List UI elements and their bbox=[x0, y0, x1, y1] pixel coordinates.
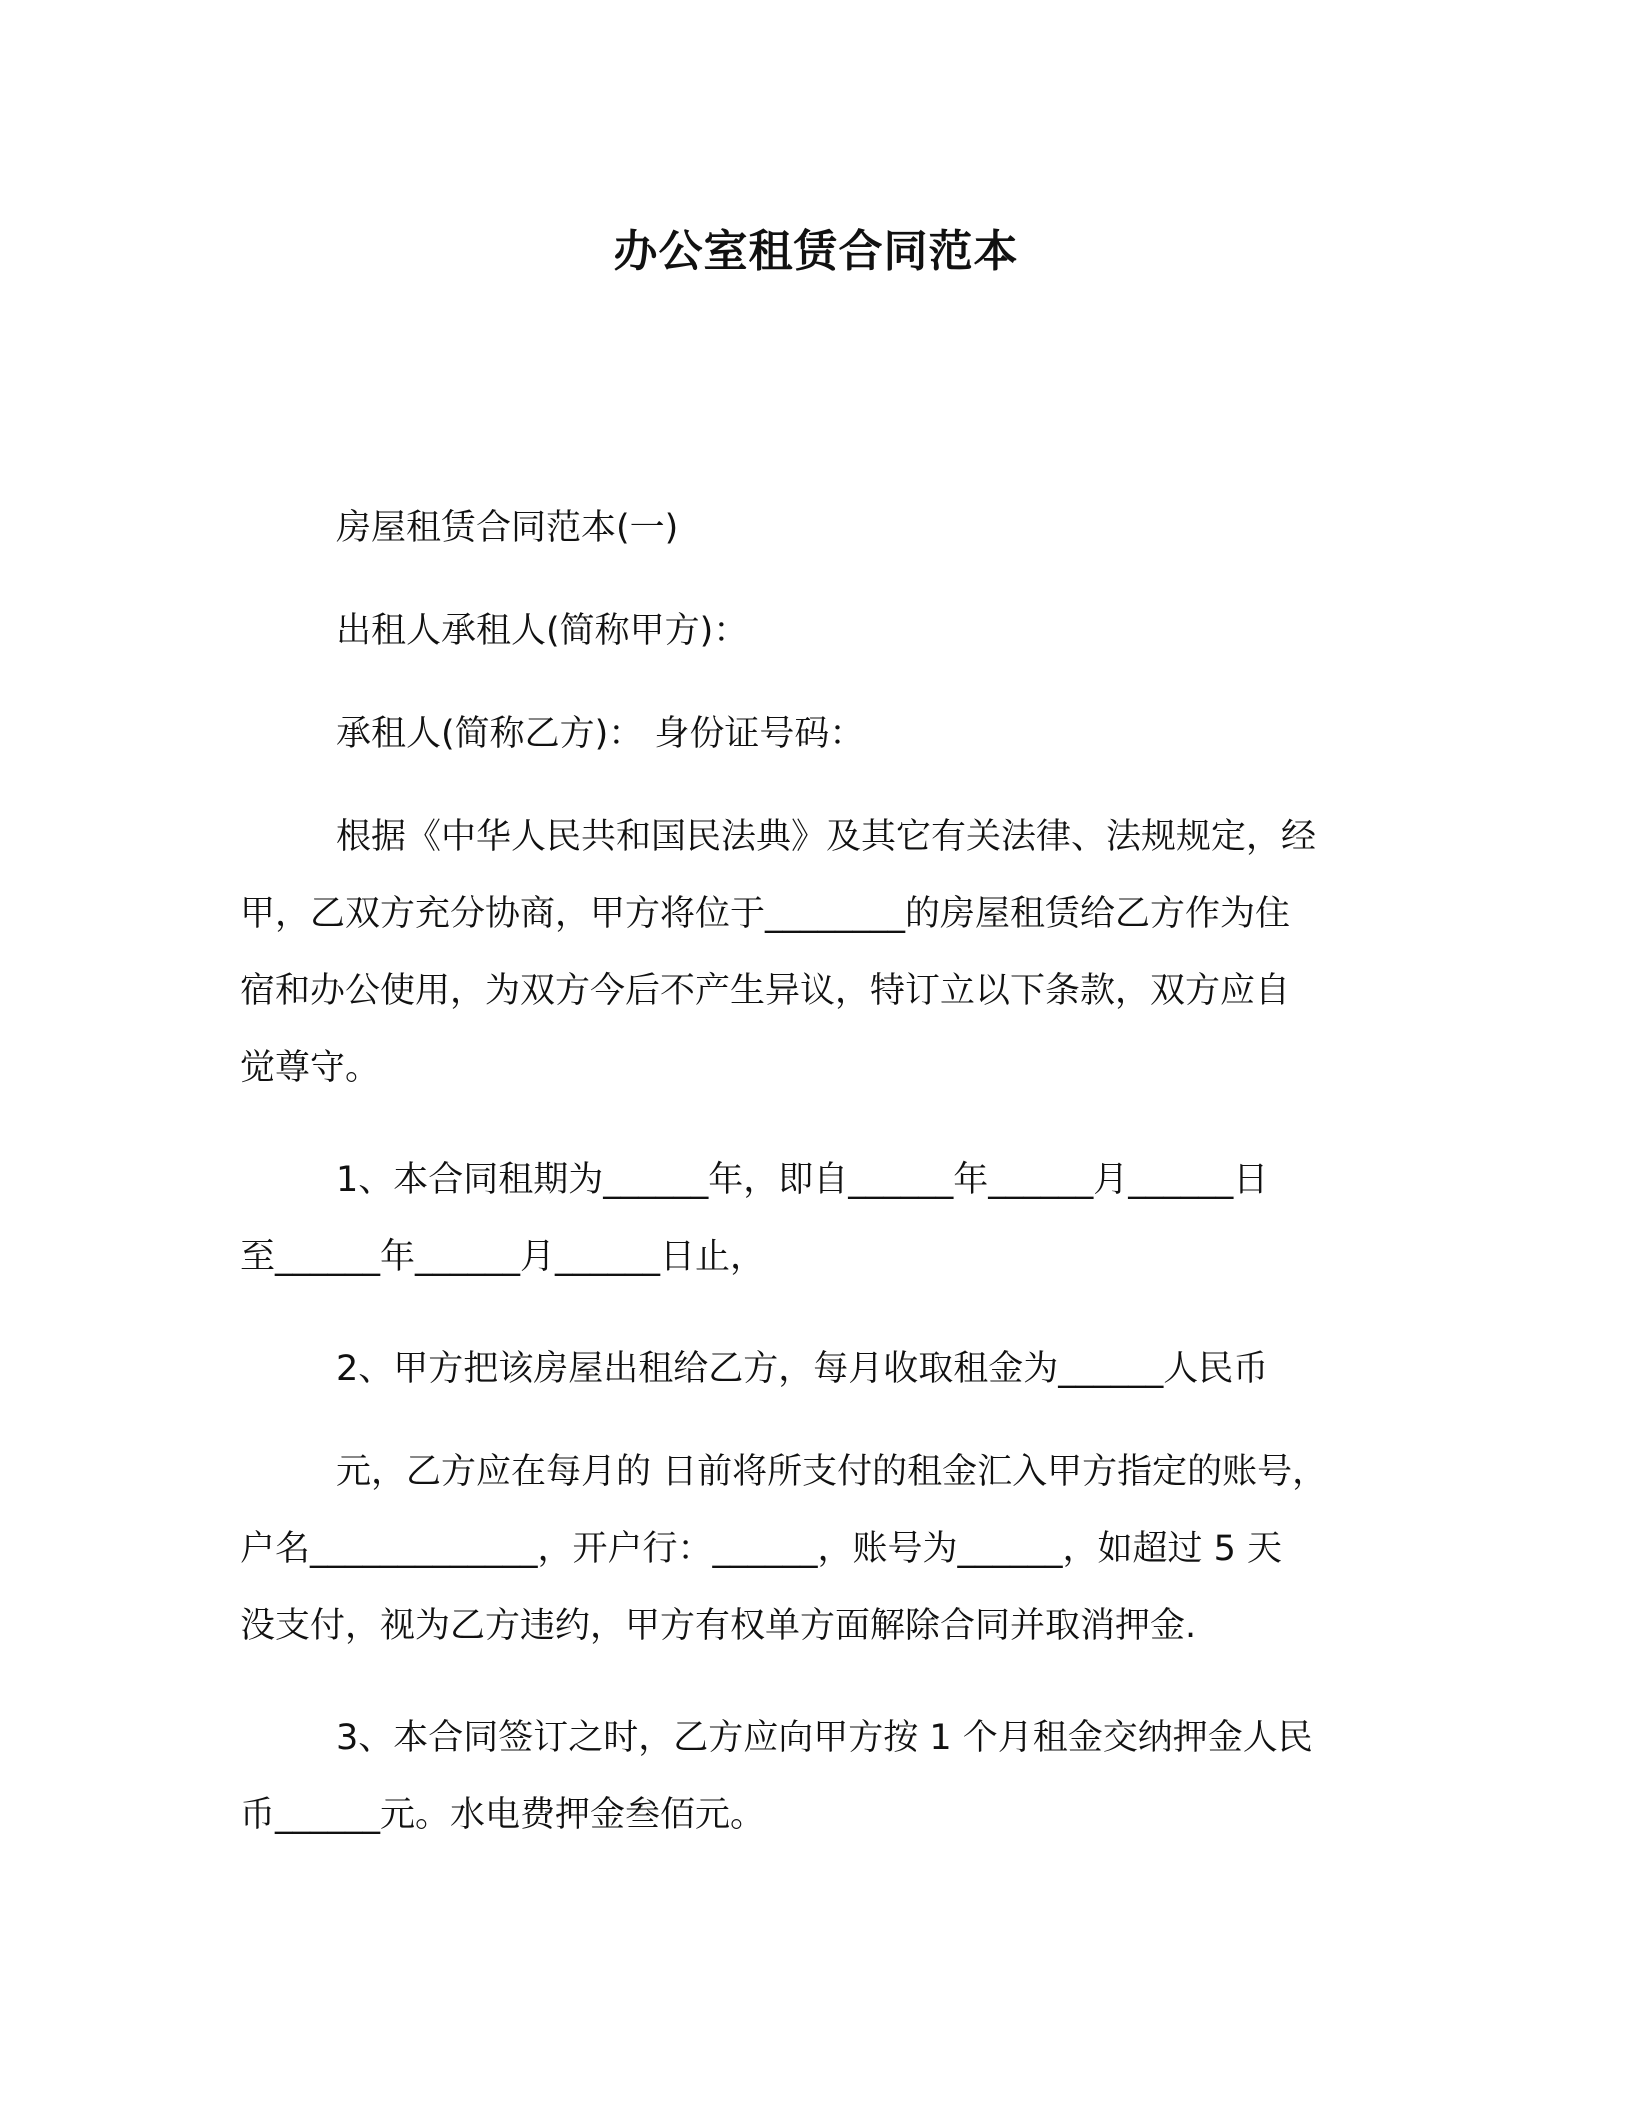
section-heading: 房屋租赁合同范本(一) bbox=[336, 508, 679, 548]
clause-2-line-3: 户名_____________，开户行：______，账号为______，如超过 5 天 bbox=[240, 1529, 1283, 1569]
preamble-line-4: 觉尊守。 bbox=[240, 1048, 381, 1088]
clause-3-line-2: 币______元。水电费押金叁佰元。 bbox=[240, 1795, 766, 1835]
clause-1-line-1: 1、本合同租期为______年，即自______年______月______日 bbox=[336, 1160, 1269, 1200]
document-title: 办公室租赁合同范本 bbox=[613, 226, 1019, 277]
lessor-line: 出租人承租人(简称甲方)： bbox=[336, 611, 749, 651]
preamble-line-2: 甲，乙双方充分协商，甲方将位于________的房屋租赁给乙方作为住 bbox=[240, 894, 1291, 934]
lessee-line: 承租人(简称乙方)： 身份证号码： bbox=[336, 714, 865, 754]
preamble-line-1: 根据《中华人民共和国民法典》及其它有关法律、法规规定，经 bbox=[336, 817, 1317, 857]
preamble-line-3: 宿和办公使用，为双方今后不产生异议，特订立以下条款，双方应自 bbox=[240, 971, 1291, 1011]
document-body bbox=[240, 490, 1370, 1854]
clause-2-line-4: 没支付，视为乙方违约，甲方有权单方面解除合同并取消押金. bbox=[240, 1606, 1197, 1646]
clause-2-line-2: 元，乙方应在每月的 日前将所支付的租金汇入甲方指定的账号， bbox=[336, 1452, 1328, 1492]
clause-2-line-1: 2、甲方把该房屋出租给乙方，每月收取租金为______人民币 bbox=[336, 1349, 1269, 1389]
clause-1-line-2: 至______年______月______日止， bbox=[240, 1237, 766, 1277]
clause-3-line-1: 3、本合同签订之时，乙方应向甲方按 1 个月租金交纳押金人民 bbox=[336, 1718, 1313, 1758]
